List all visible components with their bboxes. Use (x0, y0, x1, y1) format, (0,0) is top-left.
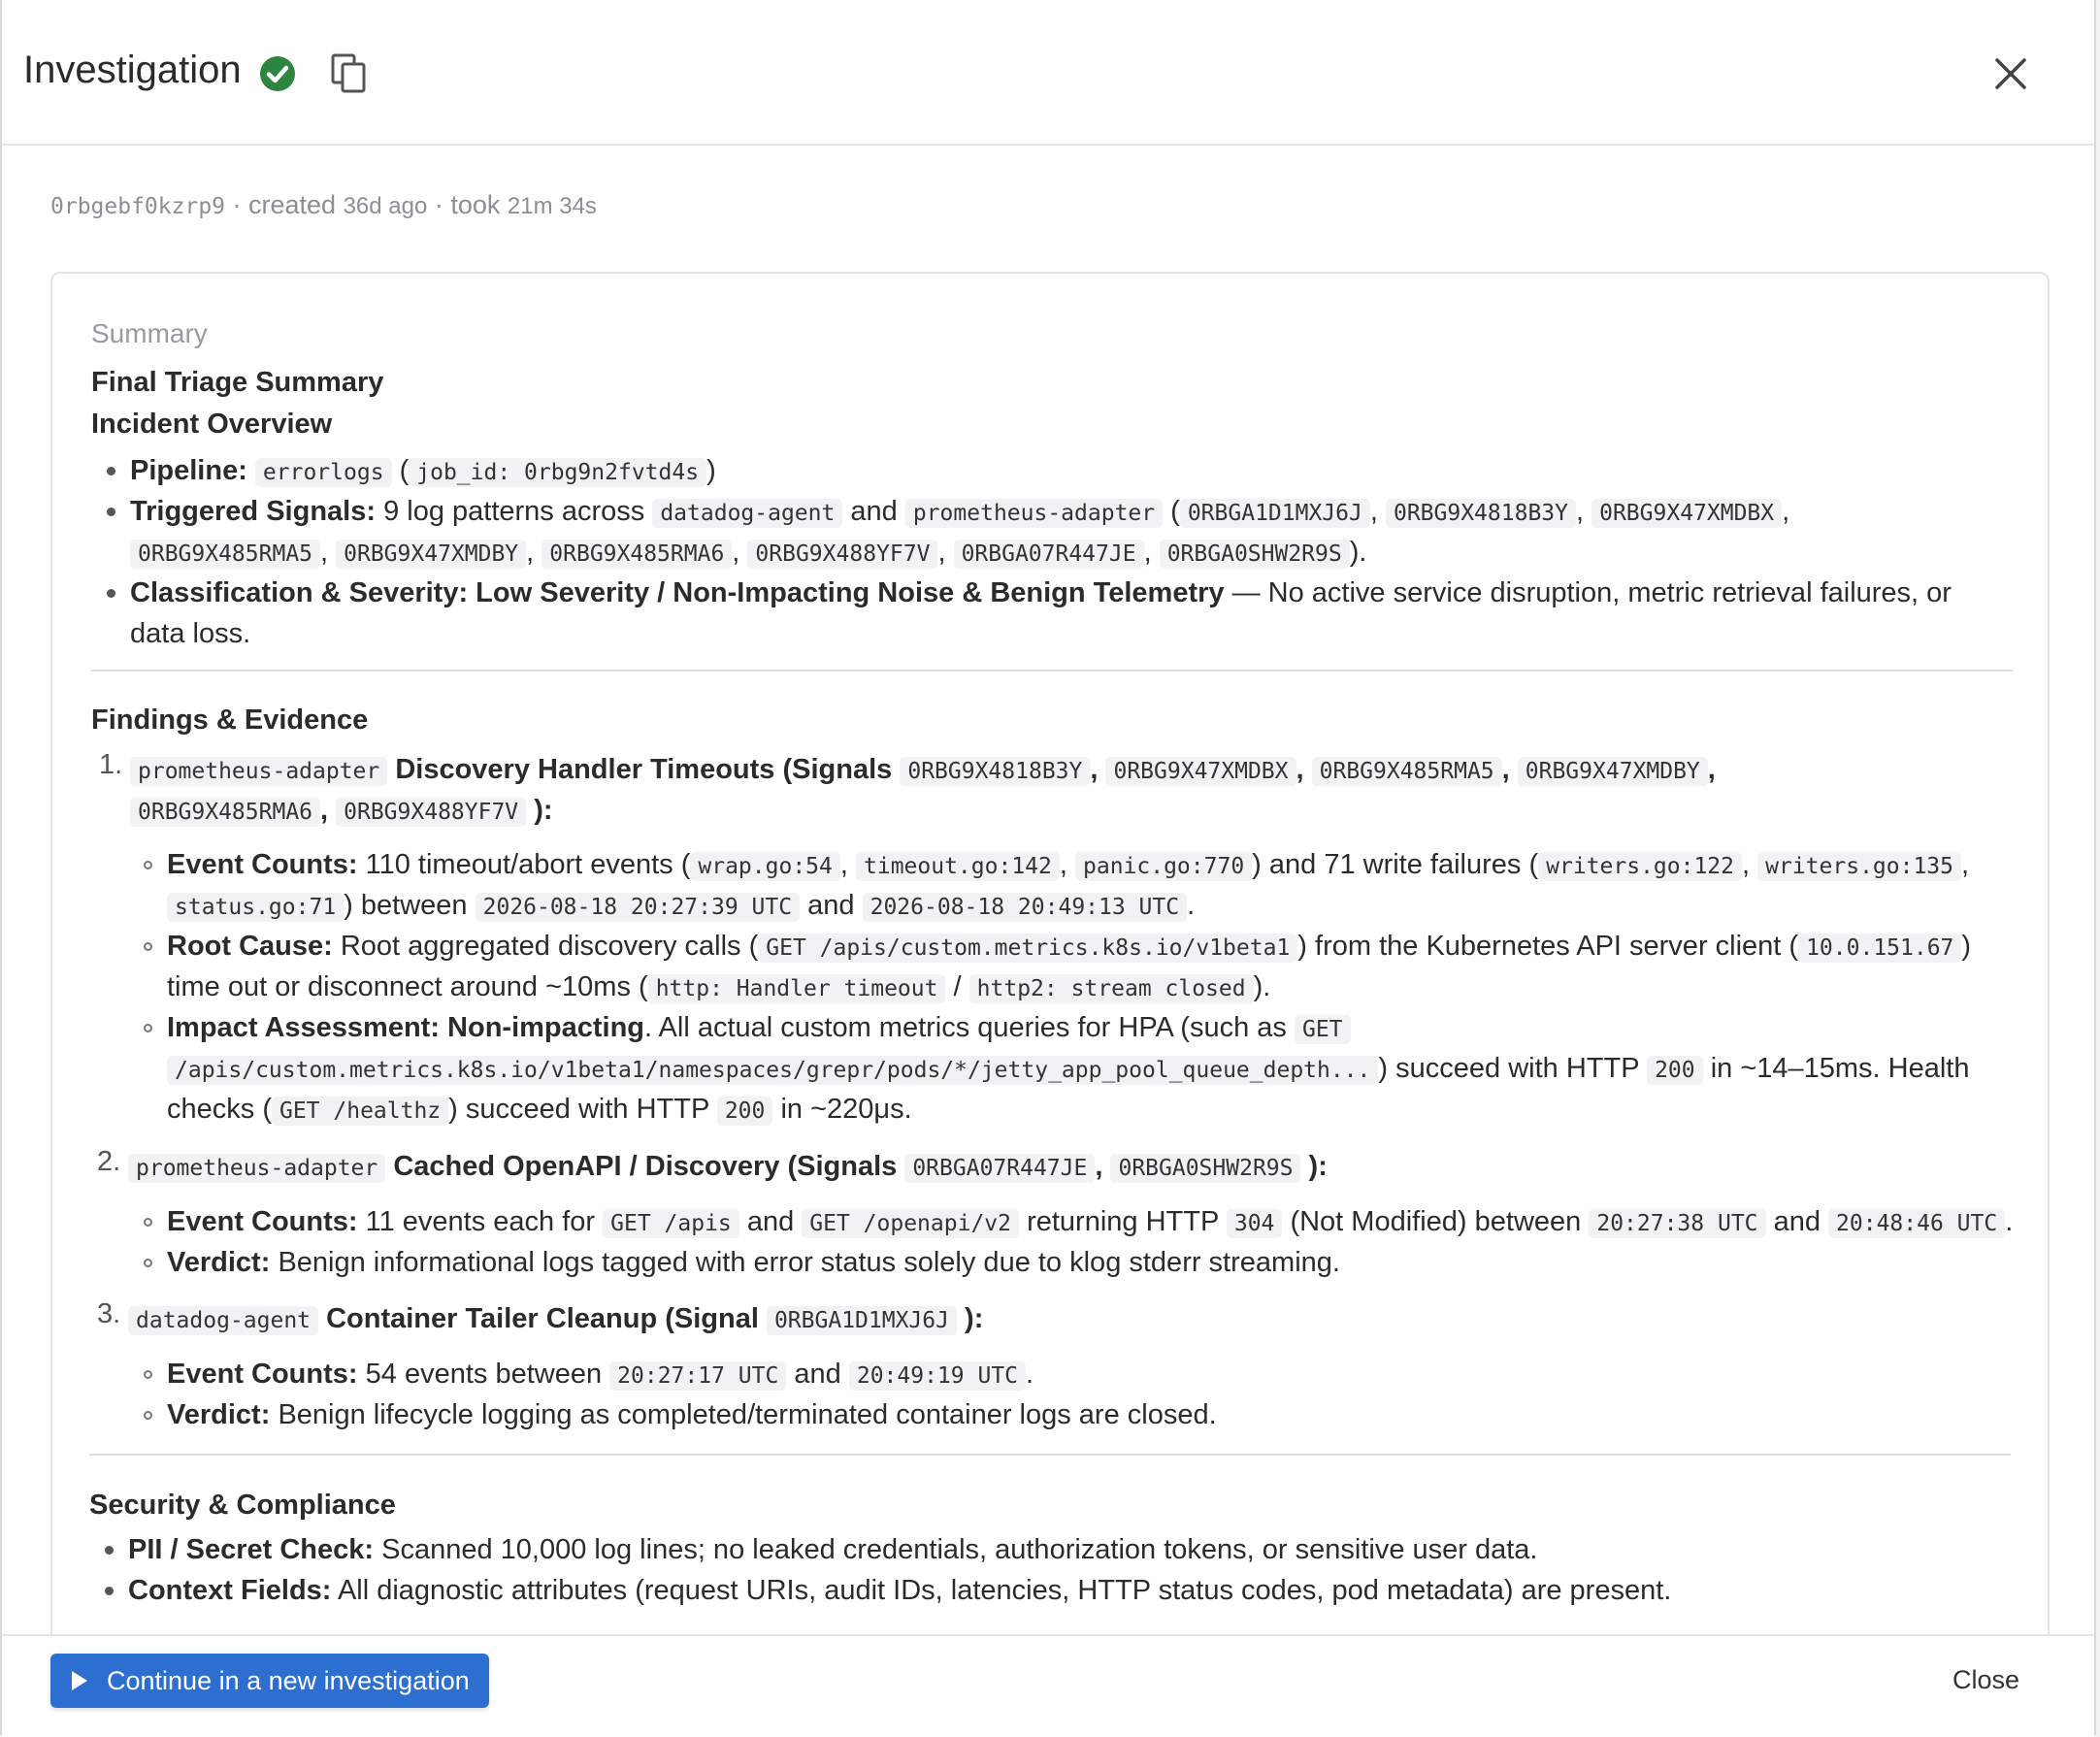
event-counts-line-2: status.go:71 ) between 2026-08-18 20:27:39 UTC and 2026-08-18 20:49:13 UTC . (167, 885, 1195, 928)
finding-title-close: ): (1308, 1151, 1328, 1182)
api-path: /apis/custom.metrics.k8s.io/v1beta1/namespaces/grepr/pods/*/jetty_app_pool_queue_depth... (167, 1056, 1378, 1085)
security-heading: Security & Compliance (89, 1490, 396, 1521)
pii-label: PII / Secret Check: (128, 1534, 375, 1565)
ip-address: 10.0.151.67 (1798, 934, 1961, 963)
continue-button-label: Continue in a new investigation (107, 1665, 470, 1695)
root-cause-text: Root aggregated discovery calls ( (340, 931, 759, 962)
context-label: Context Fields: (128, 1575, 332, 1606)
copy-icon[interactable] (330, 52, 369, 95)
conjunction: and (746, 1206, 795, 1237)
signal-id: 0RBG9X47XMDBY (336, 540, 526, 569)
source-ref: panic.go:770 (1075, 852, 1252, 881)
finding-title: Cached OpenAPI / Discovery (Signals (393, 1151, 898, 1182)
event-counts-line-1: Event Counts: 110 timeout/abort events ( wrap.go:54 , timeout.go:142 , panic.go:770 ) and 71 write failures ( writers.go:122 , writers.go:135 , (167, 849, 1970, 880)
investigation-meta (50, 190, 597, 220)
status-code: 304 (1227, 1209, 1283, 1238)
sub-bullet (144, 1370, 152, 1379)
signal-id: 0RBG9X47XMDBY (1518, 757, 1708, 786)
dialog-footer (2, 1634, 2094, 1737)
findings-heading: Findings & Evidence (91, 705, 369, 736)
signal-id: 0RBG9X485RMA6 (130, 798, 320, 827)
triggered-line-1: Triggered Signals: 9 log patterns across datadog-agent and prometheus-adapter ( 0RBGA1D1MXJ6J , 0RBG9X4818B3Y , 0RBG9X47XMDBX , (130, 496, 1790, 527)
component-name: prometheus-adapter (128, 1154, 385, 1183)
verdict-label: Verdict: (167, 1399, 271, 1430)
signal-id: 0RBG9X488YF7V (336, 798, 526, 827)
close-button[interactable]: Close (1952, 1665, 2020, 1694)
pii-text: Scanned 10,000 log lines; no leaked credentials, authorization tokens, or sensitive user data. (381, 1534, 1538, 1565)
signal-id: 0RBGA1D1MXJ6J (1180, 499, 1370, 528)
finding-title-line: prometheus-adapter Cached OpenAPI / Discovery (Signals 0RBGA07R447JE , 0RBGA0SHW2R9S ): (128, 1146, 1328, 1189)
root-cause-text: ) from the Kubernetes API server client ( (1297, 931, 1799, 962)
event-text: ) and 71 write failures ( (1252, 849, 1539, 880)
list-number: 3. (97, 1298, 121, 1329)
signal-id: 0RBG9X4818B3Y (1386, 499, 1576, 528)
source-ref: writers.go:122 (1538, 852, 1742, 881)
event-counts-line: Event Counts: 11 events each for GET /apis and GET /openapi/v2 returning HTTP 304 (Not Modified) between 20:27:38 UTC and 20:48:46 UTC . (167, 1206, 2014, 1237)
conjunction: and (850, 496, 898, 527)
root-cause-text: ). (1253, 971, 1271, 1002)
sub-bullet (144, 1218, 152, 1227)
root-cause-text: time out or disconnect around ~10ms ( (167, 971, 648, 1002)
job-id: job_id: 0rbg9n2fvtd4s (409, 458, 706, 487)
triggered-label: Triggered Signals: (130, 496, 376, 527)
event-text: 11 events each for (365, 1206, 596, 1237)
impact-label: Impact Assessment: Non-impacting (167, 1012, 645, 1043)
summary-content (89, 274, 2014, 1632)
impact-text: in ~14–15ms. Health (1710, 1053, 1970, 1084)
impact-line-3 (167, 1089, 912, 1131)
sub-bullet (144, 942, 152, 951)
classification-text: — No active service disruption, metric retrieval failures, or (1231, 577, 1952, 608)
event-text: ) between (344, 890, 468, 921)
signal-id: 0RBG9X485RMA5 (130, 540, 320, 569)
verdict-text: Benign lifecycle logging as completed/terminated container logs are closed. (278, 1399, 1217, 1430)
pii-line (128, 1529, 1538, 1570)
context-line (128, 1570, 1671, 1611)
bullet (105, 1546, 114, 1555)
error-message: http2: stream closed (969, 974, 1254, 1003)
source-ref: writers.go:135 (1757, 852, 1961, 881)
verdict-line (167, 1242, 1340, 1283)
component-name: datadog-agent (128, 1306, 318, 1335)
sub-bullet (144, 1411, 152, 1420)
triggered-line-2: 0RBG9X485RMA5 , 0RBG9X47XMDBY , 0RBG9X485RMA6 , 0RBG9X488YF7V , 0RBGA07R447JE , 0RBGA0SHW2R9S ). (130, 532, 1366, 574)
impact-text: . All actual custom metrics queries for HPA (such as (644, 1012, 1287, 1043)
timestamp: 20:48:46 UTC (1828, 1209, 2005, 1238)
classification-label: Classification & Severity: Low Severity / Non-Impacting Noise & Benign Telemetry (130, 577, 1225, 608)
signal-id: 0RBGA07R447JE (954, 540, 1144, 569)
finding-title-close: ): (965, 1303, 984, 1334)
verdict-line (167, 1394, 1217, 1435)
pipeline-line: Pipeline: errorlogs ( job_id: 0rbg9n2fvtd4s ) (130, 455, 716, 486)
status-code: 200 (1647, 1056, 1703, 1085)
play-icon (72, 1671, 87, 1690)
sub-bullet (144, 861, 152, 869)
finding-title-line-2: 0RBG9X485RMA6 , 0RBG9X488YF7V ): (130, 790, 553, 833)
final-triage-heading: Final Triage Summary (91, 367, 384, 398)
impact-line-1 (167, 1007, 1351, 1050)
http-method: GET (1295, 1015, 1351, 1044)
source-ref: timeout.go:142 (856, 852, 1060, 881)
source-ref: wrap.go:54 (690, 852, 839, 881)
meta-took-label: · took (427, 190, 508, 219)
event-text: 110 timeout/abort events ( (365, 849, 691, 880)
status-code: 200 (717, 1097, 773, 1126)
finding-title-line (128, 1298, 983, 1341)
root-cause-line-2: time out or disconnect around ~10ms ( http: Handler timeout / http2: stream closed ). (167, 971, 1271, 1002)
verdict-text: Benign informational logs tagged with error status solely due to klog stderr streaming. (278, 1247, 1340, 1278)
sub-bullet (144, 1024, 152, 1032)
root-cause-line-1: Root Cause: Root aggregated discovery calls ( GET /apis/custom.metrics.k8s.io/v1beta1 ) from the Kubernetes API server client ( 10.0.151.67 ) (167, 931, 1972, 962)
timestamp: 2026-08-18 20:49:13 UTC (863, 893, 1188, 922)
timestamp: 20:27:38 UTC (1589, 1209, 1765, 1238)
pipeline-label: Pipeline: (130, 455, 247, 486)
agent-name: prometheus-adapter (905, 499, 1163, 528)
signal-id: 0RBGA1D1MXJ6J (767, 1306, 957, 1335)
triggered-text: 9 log patterns across (383, 496, 645, 527)
impact-text: ) succeed with HTTP (1378, 1053, 1640, 1084)
signal-id: 0RBG9X47XMDBX (1105, 757, 1296, 786)
signal-id: 0RBGA0SHW2R9S (1160, 540, 1350, 569)
event-text: 54 events between (365, 1359, 603, 1390)
meta-created-label: · created (225, 190, 344, 219)
component-name: prometheus-adapter (130, 757, 387, 786)
pipeline-value: errorlogs (255, 458, 392, 487)
signal-id: 0RBGA0SHW2R9S (1110, 1154, 1300, 1183)
bullet (105, 1587, 114, 1595)
created-time: 36d ago (343, 193, 428, 219)
duration: 21m 34s (507, 193, 597, 219)
investigation-id: 0rbgebf0kzrp9 (50, 194, 226, 219)
list-number: 1. (99, 749, 123, 780)
error-message: http: Handler timeout (648, 974, 946, 1003)
finding-title: Container Tailer Cleanup (Signal (326, 1303, 759, 1334)
impact-text: checks ( (167, 1094, 272, 1125)
incident-overview-heading: Incident Overview (91, 409, 333, 440)
timestamp: 20:49:19 UTC (849, 1361, 1026, 1391)
signal-id: 0RBG9X4818B3Y (900, 757, 1090, 786)
verdict-label: Verdict: (167, 1247, 271, 1278)
event-counts-label: Event Counts: (167, 849, 358, 880)
signal-id: 0RBGA07R447JE (904, 1154, 1095, 1183)
signal-id: 0RBG9X485RMA6 (541, 540, 732, 569)
continue-investigation-button[interactable] (50, 1654, 489, 1708)
divider (89, 1454, 2011, 1456)
api-path: GET /apis/custom.metrics.k8s.io/v1beta1 (758, 934, 1297, 963)
timestamp: 20:27:17 UTC (609, 1361, 786, 1391)
signal-id: 0RBG9X488YF7V (747, 540, 937, 569)
event-counts-line: Event Counts: 54 events between 20:27:17 UTC and 20:49:19 UTC . (167, 1359, 1034, 1390)
impact-line-2 (167, 1048, 1970, 1091)
dialog-title: Investigation (23, 49, 242, 91)
summary-label: Summary (91, 318, 208, 348)
impact-text: in ~220μs. (780, 1094, 912, 1125)
event-counts-label: Event Counts: (167, 1206, 358, 1237)
context-text: All diagnostic attributes (request URIs, audit IDs, latencies, HTTP status codes, pod metadata) are present. (337, 1575, 1672, 1606)
event-text: returning HTTP (1027, 1206, 1219, 1237)
impact-text: ) succeed with HTTP (448, 1094, 709, 1125)
conjunction: and (794, 1359, 841, 1390)
api-path: GET /openapi/v2 (802, 1209, 1019, 1238)
event-text: (Not Modified) between (1290, 1206, 1582, 1237)
event-counts-label: Event Counts: (167, 1359, 358, 1390)
signal-id: 0RBG9X485RMA5 (1312, 757, 1502, 786)
api-path: GET /healthz (272, 1097, 448, 1126)
timestamp: 2026-08-18 20:27:39 UTC (476, 893, 801, 922)
conjunction: and (807, 890, 855, 921)
check-circle-icon (258, 54, 297, 93)
sub-bullet (144, 1259, 152, 1267)
conjunction: and (1773, 1206, 1821, 1237)
classification-line-2: data loss. (130, 618, 251, 649)
finding-title-line-1: prometheus-adapter Discovery Handler Timeouts (Signals 0RBG9X4818B3Y , 0RBG9X47XMDBX , 0RBG9X485RMA5 , 0RBG9X47XMDBY , (130, 749, 1716, 792)
finding-title-close: ): (534, 795, 553, 826)
close-icon[interactable] (1991, 54, 2030, 93)
dialog-header (2, 0, 2094, 146)
signal-id: 0RBG9X47XMDBX (1591, 499, 1782, 528)
agent-name: datadog-agent (652, 499, 842, 528)
source-ref: status.go:71 (167, 893, 344, 922)
root-cause-label: Root Cause: (167, 931, 333, 962)
api-path: GET /apis (603, 1209, 739, 1238)
list-number: 2. (97, 1146, 121, 1177)
finding-title: Discovery Handler Timeouts (Signals (395, 754, 893, 785)
